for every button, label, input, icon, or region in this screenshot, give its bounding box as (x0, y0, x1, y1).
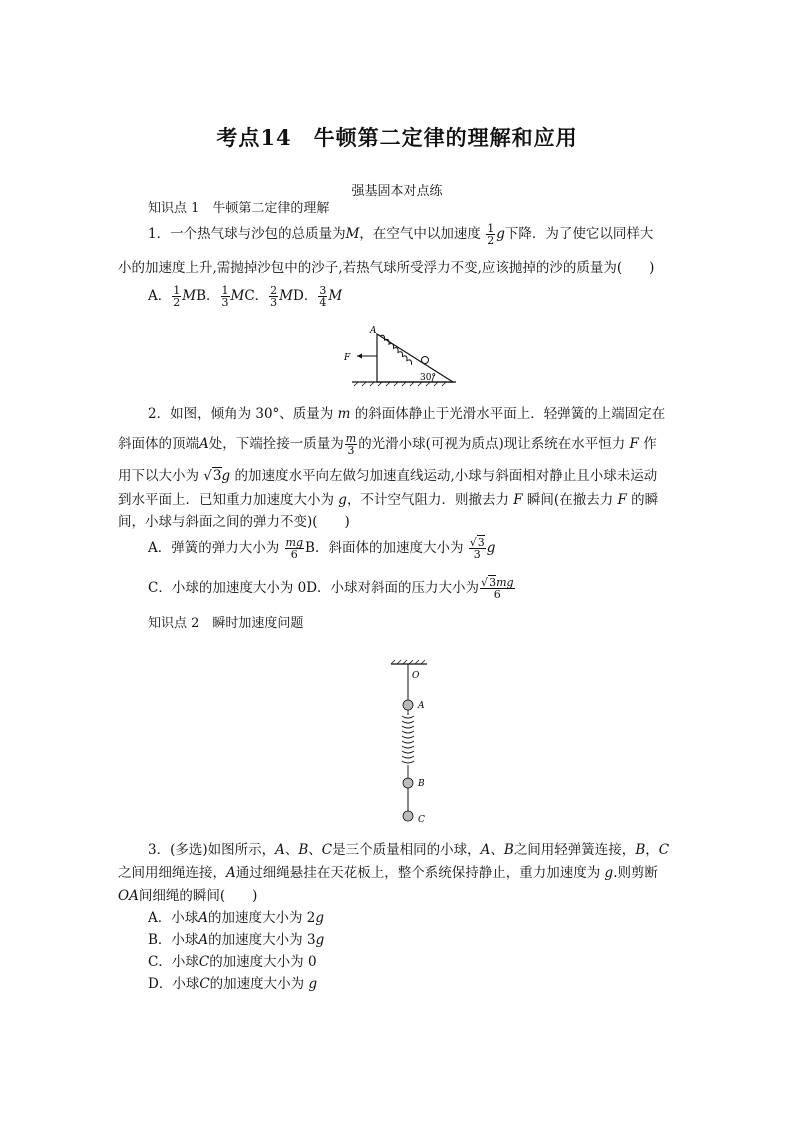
small-ball (422, 357, 429, 364)
q3-line3: OA间细绳的瞬间( ) (118, 888, 258, 904)
q3-option-b: B．小球A的加速度大小为 3g (148, 932, 325, 948)
option-var: M (279, 288, 293, 304)
incline-block (377, 334, 453, 382)
q3-line1: 3．(多选)如图所示，A、B、C是三个质量相同的小球，A、B之间用轻弹簧连接，B，C (148, 842, 670, 858)
ball-B (403, 778, 413, 788)
q2-fraction: $\frac{m}{3}$ (345, 432, 357, 457)
option-var: M (230, 288, 245, 304)
q1-var-g: g (496, 226, 505, 242)
spring-on-incline (376, 334, 416, 365)
hanging-balls-figure (385, 658, 435, 824)
q1-var-M: M (345, 226, 360, 242)
q2-line5: 间，小球与斜面之间的弹力不变)( ) (118, 514, 350, 530)
fig2-label-A: A (418, 701, 425, 711)
q2-line4: 到水平面上．已知重力加速度大小为 g，不计空气阻力．则撤去力 F 瞬间(在撤去力 F 的瞬 (118, 492, 659, 508)
option-fraction: $\frac{√3}{3}$ (469, 536, 485, 561)
knowledge-point-1: 知识点 1 牛顿第二定律的理解 (148, 201, 330, 216)
q1-line1 (148, 222, 653, 246)
q3-option-a: A．小球A的加速度大小为 2g (148, 910, 325, 926)
option-fraction: $\frac{2}{3}$ (270, 284, 278, 309)
q1-text: ，在空气中以加速度 (359, 226, 481, 242)
q3-line2: 之间用细绳连接，A通过细绳悬挂在天花板上，整个系统保持静止，重力加速度为 g.则剪断 (118, 865, 658, 881)
knowledge-point-2: 知识点 2 瞬时加速度问题 (148, 616, 304, 631)
fig2-label-B: B (418, 779, 425, 789)
option-label: A． (148, 288, 172, 304)
fig1-label-F: F (344, 353, 351, 363)
q2-line2: 斜面体的顶端A处，下端拴接一质量为 $\frac{m}{3}$ 的光滑小球(可视为质点)现让系统在水平恒力 F 作 (118, 432, 657, 457)
option-fraction: $\frac{3}{4}$ (319, 284, 327, 309)
q2-options-cd: C．小球的加速度大小为 0D．小球对斜面的压力大小为 $\frac{√3mg}{6}$ (148, 576, 514, 601)
option-var: M (182, 288, 197, 304)
option-fraction: $\frac{1}{3}$ (221, 284, 229, 309)
q1-fraction: $\frac{1}{2}$ (487, 222, 495, 247)
fig1-label-A: A (370, 326, 377, 336)
q2-line3: 用下以大小为 √3g 的加速度水平向左做匀加速直线运动,小球与斜面相对静止且小球未运动 (118, 468, 658, 484)
spring-AB (402, 710, 414, 778)
sqrt-symbol: √3 (203, 468, 222, 484)
option-label: B． (196, 288, 220, 304)
q1-text: 1．一个热气球与沙包的总质量为 (148, 226, 346, 242)
q3-option-d: D．小球C的加速度大小为 g (148, 976, 318, 992)
fig2-label-C: C (418, 815, 425, 824)
option-label: D． (293, 288, 318, 304)
q1-line2: 小的加速度上升,需抛掉沙包中的沙子,若热气球所受浮力不变,应该抛掉的沙的质量为( ) (118, 260, 655, 276)
q2-line1: 2．如图，倾角为 30°、质量为 m 的斜面体静止于光滑水平面上．轻弹簧的上端固定在 (148, 406, 666, 422)
ball-C (403, 811, 413, 821)
q1-options (148, 284, 342, 308)
fig2-label-O: O (412, 671, 420, 681)
ball-A (403, 700, 413, 710)
incline-figure (340, 322, 460, 388)
section-heading: 强基固本对点练 (351, 184, 443, 199)
option-var: M (328, 288, 343, 304)
q2-options-ab: A．弹簧的弹力大小为 $\frac{mg}{6}$ B．斜面体的加速度大小为 $\frac{√3}{3}$ g (148, 536, 496, 561)
page-title: 考点14 牛顿第二定律的理解和应用 (216, 125, 578, 150)
force-arrow (357, 354, 362, 359)
option-fraction: $\frac{mg}{6}$ (285, 536, 304, 561)
fig1-angle-label: 30° (420, 373, 436, 383)
q1-text: 下降．为了使它以同样大 (504, 226, 654, 242)
option-fraction: $\frac{1}{2}$ (173, 284, 181, 309)
option-fraction: $\frac{√3mg}{6}$ (481, 576, 514, 601)
q3-option-c: C．小球C的加速度大小为 0 (148, 954, 317, 970)
option-label: C． (244, 288, 269, 304)
